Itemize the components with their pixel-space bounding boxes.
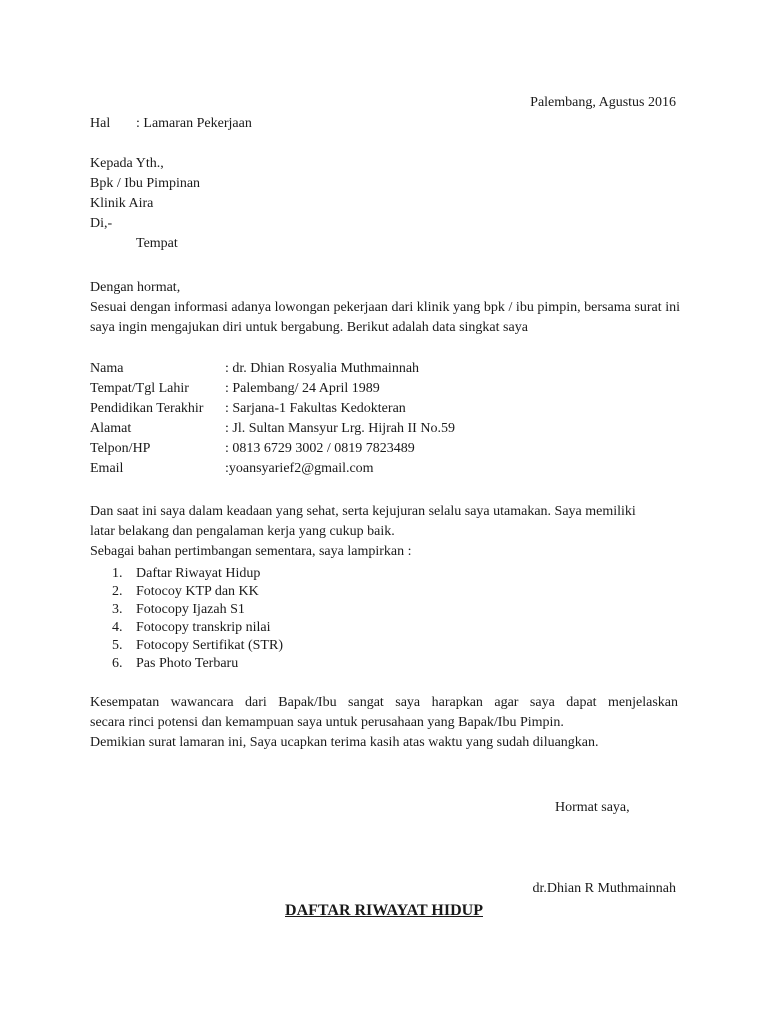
signer-name: dr.Dhian R Muthmainnah [532,881,676,896]
recipient-line: Klinik Aira [90,196,154,211]
data-row [90,439,455,459]
body-text: Dan saat ini saya dalam keadaan yang sehat, serta kejujuran selalu saya utamakan. Saya memiliki [90,504,636,519]
intro-paragraph [90,298,680,338]
list-number: 2. [112,584,123,599]
list-text: Fotocopy Ijazah S1 [136,602,245,617]
data-key: Tempat/Tgl Lahir [90,381,189,396]
data-row [90,379,455,399]
data-value: : Sarjana-1 Fakultas Kedokteran [225,401,406,416]
attachment-list [112,564,283,672]
place-date: Palembang, Agustus 2016 [530,95,676,110]
greeting: Dengan hormat, [90,280,181,295]
intro-text: Sesuai dengan informasi adanya lowongan pekerjaan dari klinik yang bpk / ibu pimpin, bersama surat ini saya ingin mengajukan diri untuk bergabung. Berikut adalah data singkat saya [90,300,680,335]
recipient-line: Tempat [136,236,178,251]
data-value: : 0813 6729 3002 / 0819 7823489 [225,441,415,456]
list-text: Fotocopy transkrip nilai [136,620,271,635]
list-number: 5. [112,638,123,653]
data-row [90,459,455,479]
subject-value: : Lamaran Pekerjaan [136,116,252,131]
list-text: Pas Photo Terbaru [136,656,239,671]
data-key: Email [90,461,124,476]
data-row [90,359,455,379]
body-text: Sebagai bahan pertimbangan sementara, saya lampirkan : [90,544,412,559]
body-paragraph [90,502,680,562]
list-item [112,654,283,672]
subject-line [90,114,252,134]
closing-text: Kesempatan wawancara dari Bapak/Ibu sangat saya harapkan agar saya dapat menjelaskan [90,695,678,710]
data-row [90,399,455,419]
list-item [112,582,283,600]
list-item [112,618,283,636]
applicant-data [90,359,455,479]
list-text: Fotocoy KTP dan KK [136,584,259,599]
recipient-line: Bpk / Ibu Pimpinan [90,176,201,191]
list-number: 3. [112,602,123,617]
data-value: : Palembang/ 24 April 1989 [225,381,380,396]
list-number: 6. [112,656,123,671]
data-key: Pendidikan Terakhir [90,401,204,416]
list-item [112,564,283,582]
data-row [90,419,455,439]
closing-text: Demikian surat lamaran ini, Saya ucapkan terima kasih atas waktu yang sudah diluangkan. [90,735,599,750]
recipient-line: Kepada Yth., [90,156,164,171]
regards: Hormat saya, [555,800,630,815]
data-value: : dr. Dhian Rosyalia Muthmainnah [225,361,420,376]
closing-text: secara rinci potensi dan kemampuan saya untuk perusahaan yang Bapak/Ibu Pimpin. [90,715,564,730]
subject-label: Hal [90,116,111,131]
list-number: 4. [112,620,123,635]
recipient-block [90,154,200,254]
list-number: 1. [112,566,123,581]
data-value: :yoansyarief2@gmail.com [225,461,374,476]
data-key: Telpon/HP [90,441,151,456]
list-text: Daftar Riwayat Hidup [136,566,261,581]
list-item [112,636,283,654]
closing-paragraph [90,693,678,753]
cv-title: DAFTAR RIWAYAT HIDUP [285,902,483,919]
list-text: Fotocopy Sertifikat (STR) [136,638,283,653]
body-text: latar belakang dan pengalaman kerja yang cukup baik. [90,524,395,539]
list-item [112,600,283,618]
data-value: : Jl. Sultan Mansyur Lrg. Hijrah II No.59 [225,421,455,436]
data-key: Alamat [90,421,132,436]
recipient-line: Di,- [90,216,113,231]
data-key: Nama [90,361,124,376]
